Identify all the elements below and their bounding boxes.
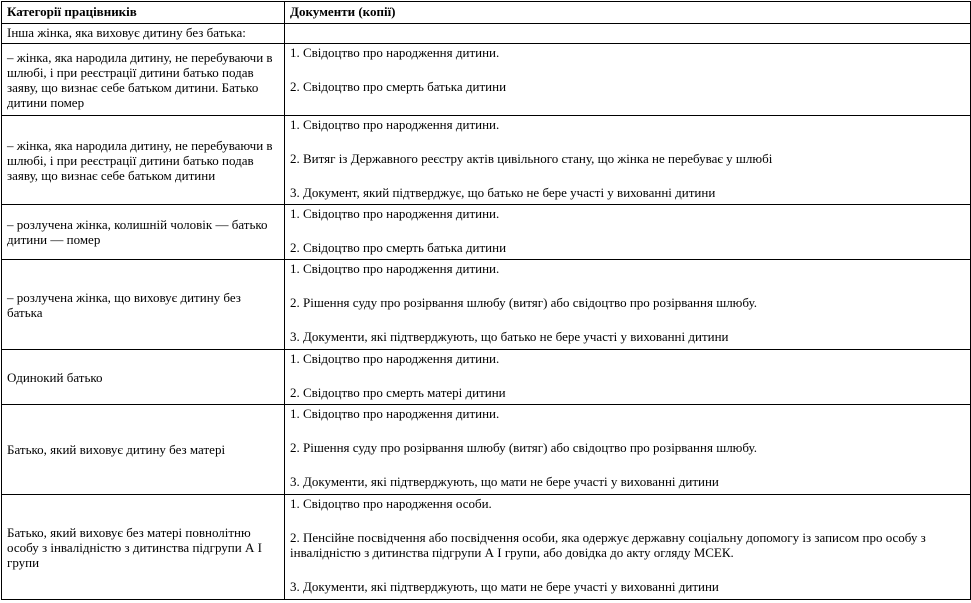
line-gap xyxy=(290,511,965,530)
column-header-documents: Документи (копії) xyxy=(285,2,971,24)
document-item: 2. Свідоцтво про смерть батька дитини xyxy=(290,240,507,255)
document-item: 3. Документ, який підтверджує, що батько не бере участі у вихованні дитини xyxy=(290,185,716,200)
table-row xyxy=(2,44,971,116)
category-cell: – розлучена жінка, що виховує дитину без батька xyxy=(2,260,285,350)
document-item: 1. Свідоцтво про народження дитини. xyxy=(290,45,500,60)
subheading-empty-cell xyxy=(285,24,971,44)
category-cell: Батько, який виховує дитину без матері xyxy=(2,405,285,495)
document-item: 2. Рішення суду про розірвання шлюбу (витяг) або свідоцтво про розірвання шлюбу. xyxy=(290,295,757,310)
documents-cell xyxy=(285,495,971,600)
document-item: 2. Рішення суду про розірвання шлюбу (витяг) або свідоцтво про розірвання шлюбу. xyxy=(290,440,757,455)
category-cell: – жінка, яка народила дитину, не перебуваючи в шлюбі, і при реєстрації дитини батько подав заяву, що визнає себе батьком дитини xyxy=(2,116,285,205)
line-gap xyxy=(290,276,965,295)
category-cell: Батько, який виховує без матері повнолітню особу з інвалідністю з дитинства підгрупи А І групи xyxy=(2,495,285,600)
document-item: 2. Свідоцтво про смерть матері дитини xyxy=(290,385,506,400)
document-item: 1. Свідоцтво про народження дитини. xyxy=(290,261,500,276)
category-cell: – розлучена жінка, колишній чоловік — батько дитини — помер xyxy=(2,205,285,260)
line-gap xyxy=(290,421,965,440)
line-gap xyxy=(290,221,965,240)
document-item: 1. Свідоцтво про народження дитини. xyxy=(290,351,500,366)
document-item: 3. Документи, які підтверджують, що батько не бере участі у вихованні дитини xyxy=(290,329,729,344)
documents-cell xyxy=(285,116,971,205)
category-cell: – жінка, яка народила дитину, не перебуваючи в шлюбі, і при реєстрації дитини батько подав заяву, що визнає себе батьком дитини. Батько дитини помер xyxy=(2,44,285,116)
column-header-categories: Категорії працівників xyxy=(2,2,285,24)
document-item: 1. Свідоцтво про народження особи. xyxy=(290,496,492,511)
document-item: 3. Документи, які підтверджують, що мати не бере участі у вихованні дитини xyxy=(290,474,719,489)
document-item: 1. Свідоцтво про народження дитини. xyxy=(290,406,500,421)
documents-table xyxy=(1,1,971,600)
line-gap xyxy=(290,455,965,474)
table-row xyxy=(2,205,971,260)
document-item: 2. Витяг із Державного реєстру актів цивільного стану, що жінка не перебуває у шлюбі xyxy=(290,151,773,166)
document-item: 1. Свідоцтво про народження дитини. xyxy=(290,206,500,221)
line-gap xyxy=(290,366,965,385)
documents-cell xyxy=(285,405,971,495)
document-item: 2. Свідоцтво про смерть батька дитини xyxy=(290,79,507,94)
line-gap xyxy=(290,560,965,579)
line-gap xyxy=(290,132,965,151)
document-item: 2. Пенсійне посвідчення або посвідчення особи, яка одержує державну соціальну допомогу із записом про особу з інвалідністю з дитинства підгрупи А І групи, або довідка до акту огляду МСЕК. xyxy=(290,530,926,560)
subheading-cell: Інша жінка, яка виховує дитину без батька: xyxy=(2,24,285,44)
table-row xyxy=(2,405,971,495)
line-gap xyxy=(290,166,965,185)
table-row xyxy=(2,116,971,205)
documents-cell xyxy=(285,205,971,260)
table-row xyxy=(2,495,971,600)
documents-cell xyxy=(285,350,971,405)
documents-cell xyxy=(285,44,971,116)
document-item: 1. Свідоцтво про народження дитини. xyxy=(290,117,500,132)
table-header-row xyxy=(2,2,971,24)
table-subheading-row xyxy=(2,24,971,44)
table-row xyxy=(2,350,971,405)
line-gap xyxy=(290,310,965,329)
document-item: 3. Документи, які підтверджують, що мати не бере участі у вихованні дитини xyxy=(290,579,719,594)
documents-cell xyxy=(285,260,971,350)
line-gap xyxy=(290,60,965,79)
table-row xyxy=(2,260,971,350)
category-cell: Одинокий батько xyxy=(2,350,285,405)
